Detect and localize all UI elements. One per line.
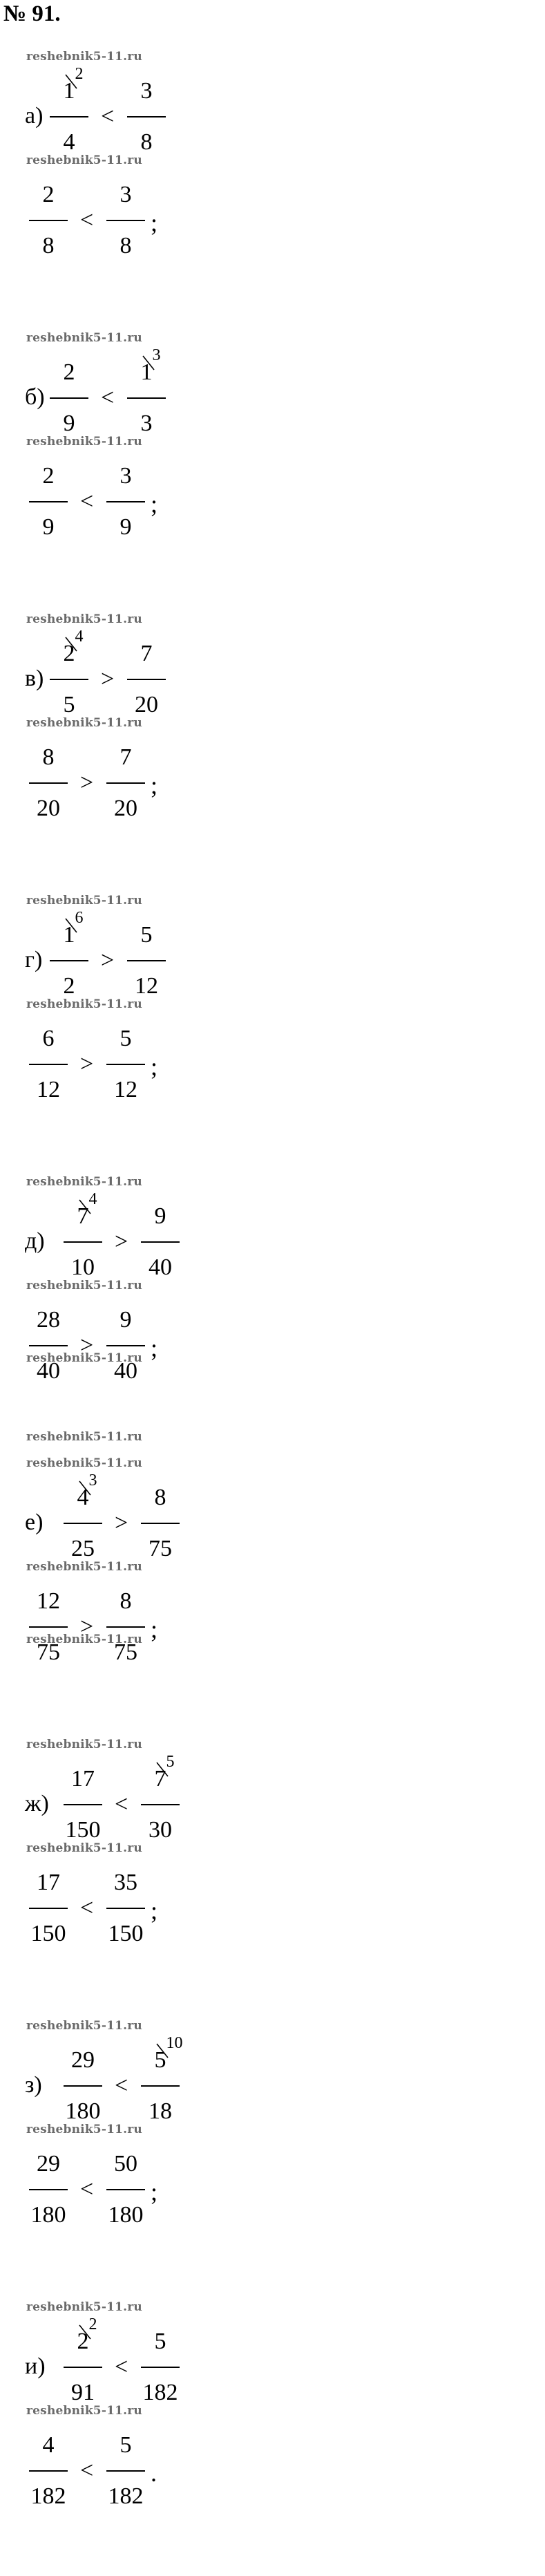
numerator: 28: [37, 1307, 60, 1333]
fraction: [26, 176, 70, 265]
fraction: [26, 1019, 70, 1109]
fraction-bar: [50, 679, 88, 680]
numerator: 1: [63, 78, 75, 104]
watermark-text: reshebnik5-11.ru: [26, 1430, 142, 1444]
denominator: 182: [30, 2483, 66, 2509]
end-punctuation: ;: [151, 2178, 158, 2206]
end-punctuation: .: [151, 2459, 157, 2487]
fraction: [104, 2426, 148, 2516]
comparison-sign: <: [115, 2073, 128, 2098]
numerator: 12: [37, 1588, 60, 1614]
fraction-bar: [106, 1064, 145, 1065]
fraction: [124, 634, 169, 724]
numerator: 7: [154, 1766, 166, 1792]
watermark-text: reshebnik5-11.ru: [26, 2404, 142, 2418]
fraction: [47, 909, 91, 1006]
given-inequality: [0, 628, 545, 724]
numerator: 2: [42, 463, 55, 489]
numerator: 3: [119, 182, 132, 207]
numerator: 7: [140, 641, 153, 666]
numerator: 17: [37, 1870, 60, 1895]
fraction-bar: [106, 2189, 145, 2190]
fraction-bar: [29, 501, 68, 502]
watermark-text: reshebnik5-11.ru: [26, 1841, 142, 1855]
end-punctuation: ;: [151, 1897, 158, 1924]
comparison-sign: >: [101, 666, 115, 692]
item-label: б): [25, 384, 45, 410]
denominator: 182: [142, 2380, 178, 2405]
given-inequality: [0, 2315, 545, 2412]
fraction: [61, 1190, 105, 1287]
denominator: 12: [135, 973, 158, 999]
numerator: 9: [119, 1307, 132, 1333]
extra-multiplier: 6: [75, 909, 84, 927]
item-label: е): [25, 1510, 44, 1535]
fraction: [104, 457, 148, 547]
comparison-sign: <: [101, 104, 115, 129]
given-inequality: [0, 65, 545, 162]
numerator: 7: [77, 1203, 89, 1229]
denominator: 180: [65, 2098, 101, 2124]
fraction-bar: [64, 1523, 102, 1524]
denominator: 180: [108, 2202, 144, 2228]
numerator: 8: [154, 1485, 166, 1510]
numerator: 1: [140, 359, 153, 385]
fraction-bar: [127, 960, 166, 961]
extra-multiplier: 3: [152, 346, 161, 364]
denominator: 30: [149, 1817, 172, 1843]
denominator: 9: [63, 411, 75, 436]
denominator: 91: [71, 2380, 95, 2405]
numerator: 4: [42, 2432, 55, 2458]
fraction: [104, 1582, 148, 1672]
numerator: 29: [71, 2047, 95, 2073]
comparison-sign: <: [80, 2458, 94, 2483]
watermark-text: reshebnik5-11.ru: [26, 2019, 142, 2033]
watermark-text: reshebnik5-11.ru: [26, 997, 142, 1011]
fraction: [138, 1197, 182, 1287]
result-inequality: [0, 2145, 545, 2235]
extra-multiplier: 10: [166, 2034, 183, 2052]
fraction-bar: [106, 220, 145, 221]
item-label: з): [25, 2072, 42, 2098]
fraction: [61, 2315, 105, 2412]
fraction: [104, 1863, 148, 1953]
fraction-bar: [50, 960, 88, 961]
watermark-text: reshebnik5-11.ru: [26, 50, 142, 64]
result-inequality: [0, 2426, 545, 2516]
numerator: 1: [63, 922, 75, 948]
comparison-sign: <: [115, 2354, 128, 2380]
denominator: 20: [37, 796, 60, 821]
fraction-bar: [141, 2085, 180, 2087]
fraction: [61, 1472, 105, 1568]
fraction: [26, 457, 70, 547]
watermark-text: reshebnik5-11.ru: [26, 612, 142, 626]
watermark-text: reshebnik5-11.ru: [26, 1738, 142, 1751]
comparison-sign: <: [115, 1792, 128, 1817]
fraction: [138, 2322, 182, 2412]
fraction: [124, 916, 169, 1006]
fraction: [138, 2034, 183, 2131]
watermark-text: reshebnik5-11.ru: [26, 894, 142, 908]
denominator: 2: [63, 973, 75, 999]
denominator: 12: [114, 1077, 137, 1102]
fraction: [26, 1582, 70, 1672]
end-punctuation: ;: [151, 1615, 158, 1643]
fraction-bar: [50, 116, 88, 117]
end-punctuation: ;: [151, 209, 158, 236]
result-inequality: [0, 1019, 545, 1109]
numerator: 3: [119, 463, 132, 489]
watermark-text: reshebnik5-11.ru: [26, 1279, 142, 1292]
extra-multiplier: 4: [88, 1190, 97, 1208]
denominator: 20: [135, 692, 158, 717]
result-inequality: [0, 1582, 545, 1672]
fraction-bar: [29, 2470, 68, 2472]
fraction: [47, 628, 91, 724]
fraction-bar: [29, 1064, 68, 1065]
item-label: и): [25, 2353, 46, 2379]
numerator: 5: [119, 1026, 132, 1051]
numerator: 2: [42, 182, 55, 207]
fraction: [104, 738, 148, 828]
fraction-bar: [29, 220, 68, 221]
fraction: [47, 353, 91, 443]
denominator: 8: [42, 233, 55, 258]
result-inequality: [0, 1863, 545, 1953]
fraction-bar: [29, 1908, 68, 1909]
fraction-bar: [106, 501, 145, 502]
denominator: 182: [108, 2483, 144, 2509]
denominator: 150: [108, 1921, 144, 1946]
comparison-sign: >: [80, 1051, 94, 1077]
denominator: 180: [30, 2202, 66, 2228]
given-inequality: [0, 1190, 545, 1287]
denominator: 8: [140, 129, 153, 155]
fraction: [104, 176, 148, 265]
fraction-bar: [106, 782, 145, 784]
comparison-sign: <: [80, 207, 94, 233]
fraction: [104, 2145, 148, 2235]
fraction: [47, 65, 91, 162]
numerator: 17: [71, 1766, 95, 1792]
given-inequality: [0, 346, 545, 443]
fraction-bar: [106, 1345, 145, 1346]
denominator: 40: [37, 1358, 60, 1384]
item-label: г): [25, 947, 43, 972]
denominator: 75: [37, 1639, 60, 1665]
watermark-text: reshebnik5-11.ru: [26, 1633, 142, 1646]
end-punctuation: ;: [151, 1334, 158, 1362]
numerator: 2: [63, 641, 75, 666]
denominator: 150: [65, 1817, 101, 1843]
given-inequality: [0, 1753, 545, 1850]
denominator: 3: [140, 411, 153, 436]
numerator: 9: [154, 1203, 166, 1229]
item-label: ж): [25, 1791, 49, 1816]
fraction-bar: [29, 1345, 68, 1346]
comparison-sign: >: [80, 770, 94, 796]
end-punctuation: ;: [151, 1053, 158, 1080]
denominator: 75: [114, 1639, 137, 1665]
denominator: 4: [63, 129, 75, 155]
fraction: [124, 346, 169, 443]
denominator: 18: [149, 2098, 172, 2124]
numerator: 35: [114, 1870, 137, 1895]
given-inequality: [0, 1472, 545, 1568]
numerator: 2: [77, 2329, 89, 2354]
fraction-bar: [106, 2470, 145, 2472]
fraction-bar: [29, 782, 68, 784]
numerator: 3: [140, 78, 153, 104]
numerator: 6: [42, 1026, 55, 1051]
comparison-sign: >: [115, 1229, 128, 1254]
fraction-bar: [106, 1626, 145, 1628]
item-label: а): [25, 103, 44, 129]
fraction: [138, 1753, 182, 1850]
fraction-bar: [64, 2367, 102, 2368]
watermark-text: reshebnik5-11.ru: [26, 435, 142, 449]
fraction-bar: [50, 397, 88, 399]
extra-multiplier: 3: [88, 1472, 97, 1489]
numerator: 4: [77, 1485, 89, 1510]
numerator: 8: [119, 1588, 132, 1614]
extra-multiplier: 5: [166, 1753, 175, 1771]
denominator: 9: [119, 514, 132, 540]
item-label: д): [25, 1228, 45, 1254]
comparison-sign: <: [80, 489, 94, 514]
denominator: 40: [114, 1358, 137, 1384]
denominator: 10: [71, 1254, 95, 1280]
fraction-bar: [64, 2085, 102, 2087]
comparison-sign: >: [101, 948, 115, 973]
extra-multiplier: 4: [75, 628, 84, 646]
denominator: 25: [71, 1536, 95, 1561]
fraction: [61, 1760, 105, 1850]
denominator: 20: [114, 796, 137, 821]
fraction: [124, 72, 169, 162]
watermark-text: reshebnik5-11.ru: [26, 331, 142, 345]
fraction-bar: [64, 1241, 102, 1243]
fraction-bar: [141, 2367, 180, 2368]
watermark-text: reshebnik5-11.ru: [26, 1456, 142, 1470]
fraction: [104, 1019, 148, 1109]
numerator: 5: [154, 2329, 166, 2354]
fraction: [26, 738, 70, 828]
denominator: 8: [119, 233, 132, 258]
fraction: [26, 1863, 70, 1953]
extra-multiplier: 2: [88, 2315, 97, 2333]
extra-multiplier: 2: [75, 65, 84, 83]
numerator: 7: [119, 744, 132, 770]
watermark-text: reshebnik5-11.ru: [26, 1351, 142, 1365]
denominator: 40: [149, 1254, 172, 1280]
denominator: 150: [30, 1921, 66, 1946]
watermark-text: reshebnik5-11.ru: [26, 1560, 142, 1574]
result-inequality: [0, 1301, 545, 1391]
given-inequality: [0, 909, 545, 1006]
fraction-bar: [106, 1908, 145, 1909]
watermark-text: reshebnik5-11.ru: [26, 153, 142, 167]
denominator: 9: [42, 514, 55, 540]
numerator: 5: [119, 2432, 132, 2458]
fraction-bar: [127, 116, 166, 117]
numerator: 2: [63, 359, 75, 385]
fraction-bar: [141, 1241, 180, 1243]
item-label: в): [25, 666, 44, 691]
denominator: 75: [149, 1536, 172, 1561]
comparison-sign: <: [101, 385, 115, 411]
fraction-bar: [29, 1626, 68, 1628]
comparison-sign: >: [80, 1333, 94, 1358]
problem-title: № 91.: [3, 1, 61, 26]
fraction: [26, 2145, 70, 2235]
comparison-sign: <: [80, 1895, 94, 1921]
watermark-text: reshebnik5-11.ru: [26, 2123, 142, 2136]
fraction: [26, 1301, 70, 1391]
end-punctuation: ;: [151, 490, 158, 518]
denominator: 12: [37, 1077, 60, 1102]
comparison-sign: >: [80, 1614, 94, 1639]
given-inequality: [0, 2034, 545, 2131]
result-inequality: [0, 738, 545, 828]
fraction: [26, 2426, 70, 2516]
end-punctuation: ;: [151, 771, 158, 799]
watermark-text: reshebnik5-11.ru: [26, 1175, 142, 1189]
numerator: 29: [37, 2151, 60, 2177]
fraction: [104, 1301, 148, 1391]
result-inequality: [0, 176, 545, 265]
fraction: [61, 2041, 105, 2131]
fraction-bar: [127, 679, 166, 680]
fraction-bar: [141, 1804, 180, 1805]
denominator: 5: [63, 692, 75, 717]
fraction: [138, 1478, 182, 1568]
fraction-bar: [141, 1523, 180, 1524]
fraction-bar: [64, 1804, 102, 1805]
fraction-bar: [29, 2189, 68, 2190]
numerator: 5: [154, 2047, 166, 2073]
watermark-text: reshebnik5-11.ru: [26, 716, 142, 730]
comparison-sign: >: [115, 1510, 128, 1536]
fraction-bar: [127, 397, 166, 399]
numerator: 50: [114, 2151, 137, 2177]
watermark-text: reshebnik5-11.ru: [26, 2300, 142, 2314]
numerator: 8: [42, 744, 55, 770]
numerator: 5: [140, 922, 153, 948]
result-inequality: [0, 457, 545, 547]
comparison-sign: <: [80, 2177, 94, 2202]
